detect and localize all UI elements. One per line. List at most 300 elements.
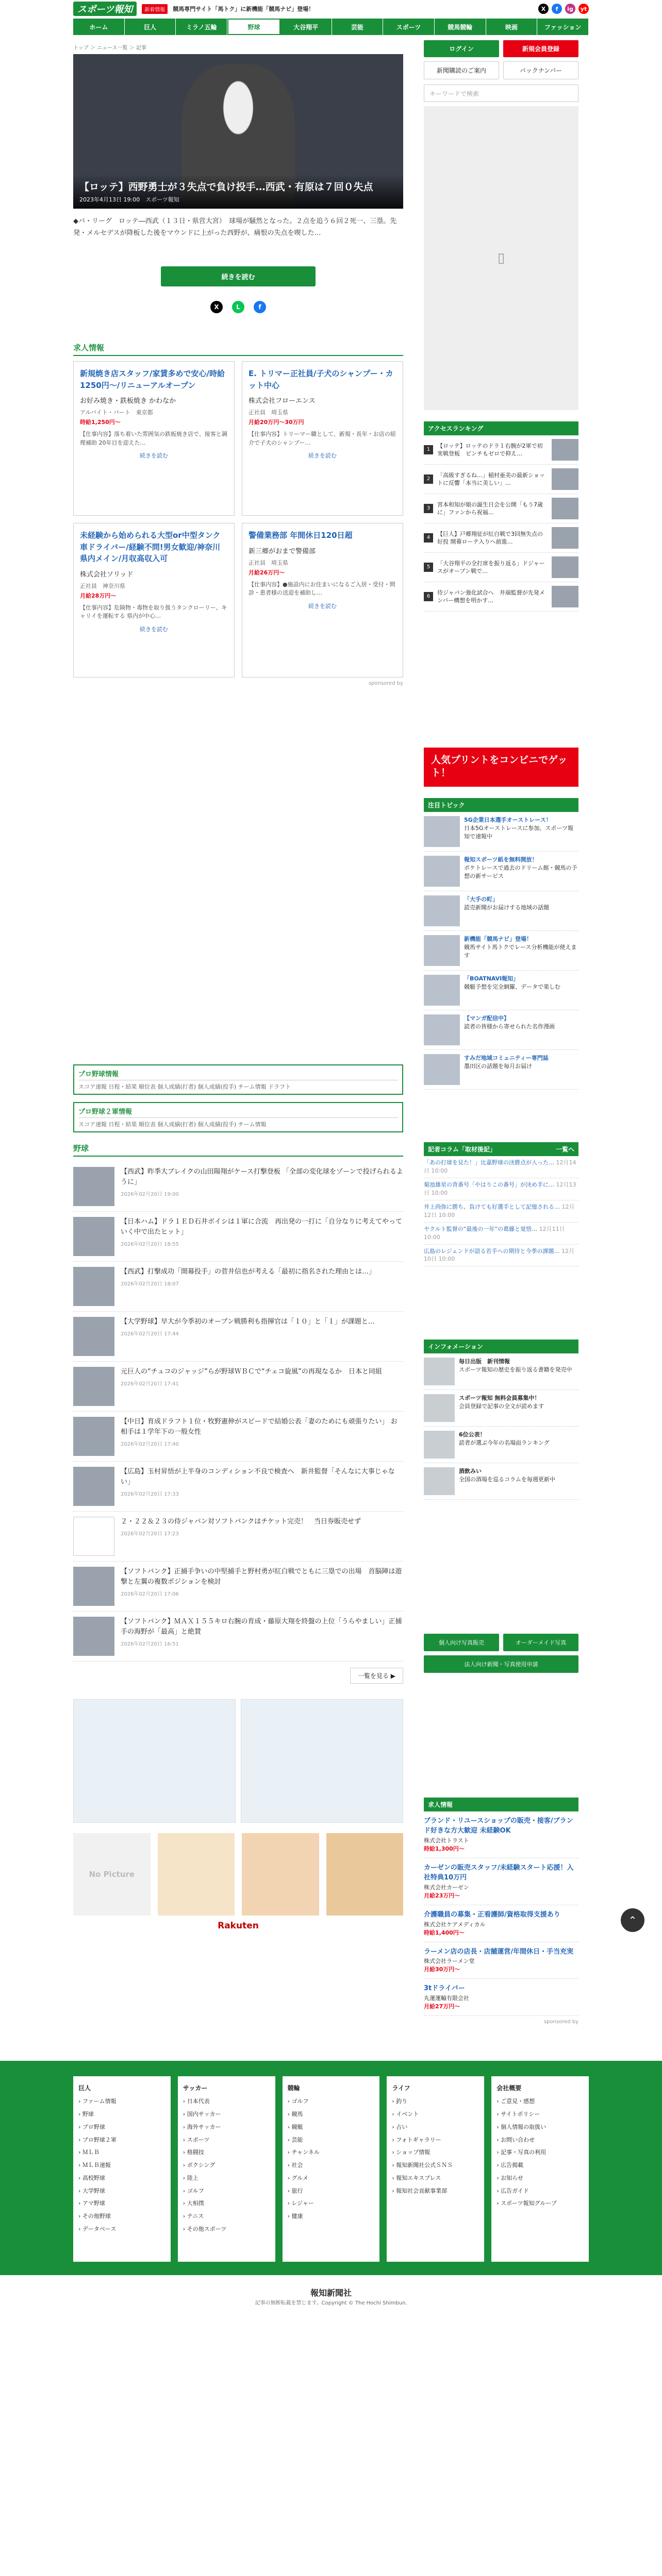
news-title[interactable]: 【大学野球】早大が今季初のオープン戦勝利も指揮官は「１０」と「１」が課題と…	[121, 1318, 375, 1326]
info-thumb	[424, 1358, 455, 1385]
list-item[interactable]	[73, 1262, 403, 1312]
job-company: 株式会社ソリッド	[80, 570, 134, 579]
nav-home[interactable]: ホーム	[73, 19, 125, 35]
footer-link[interactable]: › ご意見・感想	[496, 2098, 535, 2105]
spacer	[424, 612, 578, 735]
spacer	[424, 1673, 578, 1786]
job-more-link[interactable]: 続きを読む	[308, 452, 337, 459]
list-item[interactable]	[73, 1512, 403, 1562]
info-text: 会員登録で記事の全文が読めます	[459, 1403, 544, 1410]
global-nav	[73, 19, 589, 35]
news-title[interactable]: 【ソフトバンク】ＭＡＸ１５５キロ右腕の育成・藤原大翔を終盤の上位「うらやましい」正捕手の海野が「最高」と絶賛	[121, 1618, 402, 1636]
footer-column-title[interactable]: 競輪	[287, 2084, 300, 2092]
sidejob-title[interactable]: ブランド・リユースショップの販売・接客/ブランド好きな方大歓迎 未経験OK	[424, 1817, 573, 1835]
sidejob-item[interactable]	[424, 1858, 578, 1905]
login-button[interactable]: ログイン	[424, 40, 499, 57]
ranking-title[interactable]: 侍ジャパン強化試合へ 井端監督が先発メンバー構想を明かす…	[437, 589, 545, 604]
topics-heading: 注目トピック	[424, 798, 578, 812]
topic-title[interactable]: 報知スポーツ紙を無料開放！	[464, 856, 538, 863]
job-type: 正社員	[249, 409, 266, 416]
rank-number: 5	[424, 563, 433, 572]
sidejob-title[interactable]: カーゼンの販売スタッフ/未経験スタート応援！入社特典10万円	[424, 1864, 574, 1882]
article-date: 2023年4月13日 19:00 スポーツ報知	[79, 196, 179, 203]
footer-link[interactable]: › ゴルフ	[183, 2187, 204, 2194]
topic-thumb	[424, 1054, 460, 1085]
info-title[interactable]: スポーツ報知 無料会員募集中！	[459, 1395, 540, 1402]
info-item[interactable]	[424, 1353, 578, 1390]
photo-sale-button[interactable]: 個人向け写真販売	[424, 1634, 499, 1651]
news-thumb	[73, 1367, 114, 1406]
column-item[interactable]	[424, 1156, 578, 1178]
topic-thumb	[424, 816, 460, 847]
news-date: 2026年02月20日 17:40	[121, 1442, 179, 1448]
hero-caption	[73, 174, 403, 209]
info-text: 読者が選ぶ今年の名場面ランキング	[459, 1439, 550, 1447]
farm-baseball-title[interactable]: プロ野球２軍情報	[78, 1106, 398, 1118]
footer-bottom	[0, 2275, 662, 2321]
site-header	[73, 0, 589, 15]
footer-link[interactable]: › 海外サッカー	[183, 2123, 221, 2130]
info-item[interactable]	[424, 1463, 578, 1500]
ranking-title[interactable]: 【ロッテ】ロッテのドラ１右腕が2軍で初実戦登板 ピンチもゼロで抑え…	[437, 442, 543, 457]
footer-column	[73, 2076, 171, 2262]
sidejob-item[interactable]	[424, 1942, 578, 1979]
job-more-link[interactable]: 続きを読む	[140, 625, 168, 633]
news-date: 2026年02月20日 17:33	[121, 1492, 179, 1498]
footer-link[interactable]: › サイトポリシー	[496, 2111, 540, 2118]
news-title[interactable]: 元巨人の“チュコのジャッジ”らが野球ＷＢＣで“チェコ旋風”の再現なるか 日本と同組	[121, 1368, 382, 1376]
topic-title[interactable]: 【マンガ配信中】	[464, 1015, 509, 1022]
nav-milano[interactable]: ミラノ五輪	[176, 19, 227, 35]
footer-link[interactable]: › データベース	[78, 2225, 117, 2232]
footer-link[interactable]: › チャンネル	[287, 2149, 320, 2156]
footer-link[interactable]: › 国内サッカー	[183, 2111, 221, 2118]
footer-column-title[interactable]: サッカー	[183, 2084, 208, 2092]
news-thumb	[73, 1417, 114, 1456]
job-title[interactable]: 新規焼き店スタッフ/家賃多めで安心/時給1250円～/リニューアルオープン	[80, 369, 225, 390]
topic-thumb	[424, 935, 460, 966]
hero-image[interactable]	[73, 54, 403, 209]
list-item[interactable]	[73, 1412, 403, 1462]
scroll-top-button[interactable]	[621, 1908, 644, 1932]
footer-link[interactable]: › グルメ	[287, 2174, 308, 2181]
list-item[interactable]	[73, 1612, 403, 1662]
ranking-item[interactable]	[424, 435, 578, 465]
job-title[interactable]: 未経験から始められる大型or中型タンク車ドライバー/経験不問!男女歓迎/神奈川県内メイン/月収高収入可	[80, 531, 221, 563]
ranking-item[interactable]	[424, 465, 578, 494]
nav-fashion[interactable]: ファッション	[537, 19, 589, 35]
footer-link[interactable]: › ボクシング	[183, 2162, 216, 2169]
column-title[interactable]: ヤクルト監督の“最後の一年”の葛藤と覚悟…	[424, 1225, 538, 1232]
footer-link[interactable]: › 個人情報の取扱い	[496, 2123, 547, 2130]
footer-column	[178, 2076, 275, 2262]
sidejobs-heading: 求人情報	[424, 1798, 578, 1811]
job-more-link[interactable]: 続きを読む	[308, 602, 337, 609]
news-title[interactable]: 【西武】打撃成功「開幕投手」の菅井信也が考える「最初に指名された理由とは…」	[121, 1268, 376, 1276]
ranking-item[interactable]	[424, 494, 578, 523]
footer-link[interactable]: › 報知社会貢献事業部	[392, 2187, 448, 2194]
spacer	[424, 1266, 578, 1328]
sidejob-company: 株式会社ラーメン堂	[424, 1958, 475, 1965]
job-title[interactable]: E. トリマー正社員/子犬のシャンプー・カット中心	[249, 369, 393, 390]
ranking-item[interactable]	[424, 523, 578, 553]
footer-link[interactable]: › スポーツ報知グループ	[496, 2200, 557, 2207]
column-list	[424, 1156, 578, 1266]
main-column	[73, 40, 403, 2025]
footer-link[interactable]: › ＭＬＢ	[78, 2149, 100, 2156]
backnumber-link[interactable]: バックナンバー	[503, 61, 578, 79]
footer-link[interactable]: › 日本代表	[183, 2098, 210, 2105]
footer-link[interactable]: › 広告掲載	[496, 2162, 524, 2169]
news-title[interactable]: 【中日】育成ドラフト１位・牧野憲伸がスピードで結婚公表「妻のためにも頑張りたい」 お相手は１学年下の一般女性	[121, 1418, 398, 1436]
account-buttons	[424, 40, 578, 79]
sidejob-title[interactable]: 3tドライバー	[424, 1985, 465, 1993]
footer-link[interactable]: › アマ野球	[78, 2200, 105, 2207]
sidejob-item[interactable]	[424, 1811, 578, 1858]
column-more-link[interactable]: 一覧へ	[555, 1146, 574, 1153]
info-thumb	[424, 1394, 455, 1422]
news-thumb	[73, 1617, 114, 1656]
copyright: 記事の無断転載を禁じます。Copyright © The Hochi Shimbun.	[255, 2300, 407, 2307]
share-facebook-icon[interactable]: f	[254, 301, 266, 313]
footer-link[interactable]: › その他野球	[78, 2213, 111, 2220]
header-announcement[interactable]: 競馬専門サイト「馬トク」に新機能「競馬ナビ」登場！	[173, 6, 315, 12]
topics-list	[424, 812, 578, 1090]
topic-text: 読売新聞がお届けする地域の話題	[464, 904, 549, 911]
footer-link[interactable]: › 競艇	[287, 2123, 303, 2130]
column-title[interactable]: 井上尚弥に勝ち、負けても好選手として記憶される…	[424, 1203, 560, 1210]
read-more-button[interactable]: 続きを読む	[161, 266, 316, 286]
column-date: 12月12日 10:00	[424, 1203, 575, 1218]
footer-column-title[interactable]: ライフ	[392, 2084, 410, 2092]
youtube-icon[interactable]: yt	[578, 4, 589, 14]
news-date: 2026年02月20日 18:55	[121, 1242, 179, 1248]
spacer	[73, 686, 403, 1057]
topic-thumb	[424, 1014, 460, 1045]
topic-item[interactable]	[424, 931, 578, 971]
footer-link[interactable]: › 占い	[392, 2123, 408, 2130]
info-text: スポーツ報知の歴史を振り返る書籍を発売中	[459, 1366, 572, 1374]
footer-link[interactable]: › レジャー	[287, 2200, 314, 2207]
topic-text: 墨田区の話題を毎月お届け	[464, 1062, 532, 1070]
footer-link[interactable]: › ゴルフ	[287, 2098, 309, 2105]
news-date: 2026年02月20日 18:07	[121, 1281, 179, 1287]
footer-link[interactable]: › ショップ情報	[392, 2149, 431, 2156]
job-place: 埼玉県	[271, 559, 288, 566]
search-input[interactable]: キーワードで検索	[424, 84, 578, 102]
ranking-thumb	[552, 439, 578, 461]
info-heading: インフォメーション	[424, 1340, 578, 1353]
company-name[interactable]: 報知新聞社	[310, 2288, 352, 2298]
info-item[interactable]	[424, 1390, 578, 1427]
ad-banner[interactable]	[73, 1699, 236, 1823]
photo-pills	[424, 1634, 578, 1673]
column-title[interactable]: 「あの打球を見た！」比嘉野球の決勝点が入った…	[424, 1159, 554, 1166]
sidejob-company: 丸運運輸有限会社	[424, 1995, 469, 2002]
column-title[interactable]: 菊池雄星の背番号「やはりこの番号」が決め手に…	[424, 1181, 554, 1188]
ad-row	[73, 1684, 403, 1823]
footer-link[interactable]: › スポーツ	[183, 2136, 210, 2143]
footer-column	[491, 2076, 589, 2262]
ad-placeholder[interactable]	[424, 106, 578, 410]
footer-link[interactable]: › テニス	[183, 2213, 204, 2220]
sidebar	[424, 40, 578, 2025]
nav-entertainment[interactable]: 芸能	[332, 19, 384, 35]
facebook-icon[interactable]: f	[552, 4, 562, 14]
article-title[interactable]: 【ロッテ】西野勇士が３失点で負け投手…西武・有原は７回０失点	[79, 181, 373, 193]
ranking-title[interactable]: 「大谷翔平の全打席を振り返る」ドジャースがオープン戦で…	[437, 560, 545, 574]
news-thumb	[73, 1317, 114, 1356]
topic-text: ポケトレースで過去のドリーム館・競馬の予想の新サービス	[464, 864, 577, 879]
footer-link[interactable]: › 旅行	[287, 2187, 303, 2194]
nav-baseball[interactable]: 野球	[227, 19, 280, 35]
footer-column-title[interactable]: 会社概要	[496, 2084, 522, 2092]
list-item[interactable]	[73, 1212, 403, 1262]
ad-banner[interactable]	[241, 1699, 403, 1823]
info-title[interactable]: 酒飲みい	[459, 1468, 482, 1475]
rakuten-item[interactable]	[158, 1833, 235, 1916]
job-desc: 【仕事内容】危険物・毒物を取り扱うタンクローリー、キャリイを運転する 県内が中心…	[80, 604, 227, 619]
info-title[interactable]: 6位公表！	[459, 1431, 486, 1438]
footer-link[interactable]: › 健康	[287, 2213, 303, 2220]
ranking-title[interactable]: 宮本和知が娘の誕生日会を公開「もう7歳に」ファンから祝福…	[437, 501, 543, 516]
job-salary: 時給1,250円～	[80, 419, 121, 426]
footer-link[interactable]: › 大相撲	[183, 2200, 204, 2207]
pro-baseball-title[interactable]: プロ野球情報	[78, 1069, 398, 1080]
spacer	[424, 1500, 578, 1634]
ranking-thumb	[552, 556, 578, 578]
document-icon: ▯	[497, 250, 505, 266]
sidejob-item[interactable]	[424, 1979, 578, 2016]
sidejobs-list	[424, 1811, 578, 2016]
news-title[interactable]: ２・２２＆２３の侍ジャパン対ソフトバンクはチケット完売！ 当日券販売せず	[121, 1518, 361, 1526]
news-thumb	[73, 1517, 114, 1556]
column-date: 12月14日 10:00	[424, 1159, 576, 1174]
ranking-thumb	[552, 527, 578, 549]
rank-number: 4	[424, 533, 433, 543]
news-thumb	[73, 1467, 114, 1506]
farm-baseball-box	[73, 1102, 403, 1132]
pro-baseball-links[interactable]: スコア速報 日程・結果 順位表 個人成績(打者) 個人成績(投手) チーム情報 ドラフト	[78, 1083, 291, 1090]
rakuten-widget	[73, 1833, 403, 1916]
topic-item[interactable]	[424, 891, 578, 931]
footer-link[interactable]: › 釣り	[392, 2098, 408, 2105]
ranking-thumb	[552, 498, 578, 519]
share-buttons	[73, 301, 403, 313]
info-thumb	[424, 1431, 455, 1459]
topic-text: 日本5Gオーストレースに参加、スポーツ報知で速報中	[464, 824, 573, 840]
rakuten-item[interactable]	[326, 1833, 404, 1916]
footer-link[interactable]: › イベント	[392, 2111, 419, 2118]
nav-ohtani[interactable]: 大谷翔平	[280, 19, 332, 35]
column-item[interactable]	[424, 1200, 578, 1223]
new-badge: 新着情報	[142, 4, 168, 14]
list-item[interactable]	[73, 1162, 403, 1212]
breadcrumb[interactable]: トップ ＞ ニュース一覧 ＞ 記事	[73, 45, 146, 51]
topic-title[interactable]: 新機能「競馬ナビ」登場！	[464, 936, 532, 942]
topic-item[interactable]	[424, 852, 578, 891]
topic-item[interactable]	[424, 1050, 578, 1090]
ranking-list	[424, 435, 578, 612]
ranking-title[interactable]: 「高級すぎるね…」稲村亜美の最新ショットに反響「本当に美しい」…	[437, 471, 545, 486]
info-item[interactable]	[424, 1427, 578, 1463]
footer-link[interactable]: › 報知エキスプレス	[392, 2174, 441, 2181]
job-type: アルバイト・パート	[80, 409, 130, 416]
footer-column-title[interactable]: 巨人	[78, 2084, 91, 2092]
news-title[interactable]: 【ソフトバンク】正捕手争いの中堅捕手と野村勇が紅白戦でともに三塁での出場 首脳陣は遊撃と左翼の複数ポジションを検討	[121, 1568, 402, 1586]
job-type: 正社員	[249, 559, 266, 566]
share-line-icon[interactable]: L	[232, 301, 244, 313]
corporate-photo-button[interactable]: 法人向け新聞・写真使用申請	[424, 1655, 578, 1673]
sidejob-company: 株式会社ケアメディカル	[424, 1921, 486, 1928]
register-button[interactable]: 新規会員登録	[503, 40, 578, 57]
rank-number: 1	[424, 445, 433, 454]
column-item[interactable]	[424, 1245, 578, 1267]
news-title[interactable]: 【西武】昨季大ブレイクの山田陽翔がケース打撃登板 「全部の変化球をゾーンで投げられるように」	[121, 1168, 403, 1187]
ranking-thumb	[552, 468, 578, 490]
nav-keiba[interactable]: 競馬競輪	[435, 19, 486, 35]
job-card[interactable]	[73, 523, 235, 677]
footer-link[interactable]: › ファーム情報	[78, 2098, 117, 2105]
column-item[interactable]	[424, 1178, 578, 1200]
footer-link[interactable]: › プロ野球２軍	[78, 2136, 117, 2143]
footer-link[interactable]: › 広告ガイド	[496, 2187, 529, 2194]
ranking-item[interactable]	[424, 582, 578, 612]
topic-item[interactable]	[424, 812, 578, 852]
site-logo[interactable]: スポーツ報知	[73, 2, 137, 16]
topic-item[interactable]	[424, 971, 578, 1010]
footer-columns	[73, 2076, 589, 2262]
footer-link[interactable]: › 野球	[78, 2111, 94, 2118]
job-type: 正社員	[80, 582, 97, 589]
farm-baseball-links[interactable]: スコア速報 日程・結果 順位表 個人成績(打者) 個人成績(投手) チーム情報	[78, 1121, 267, 1128]
footer-link[interactable]: › フォトギャラリー	[392, 2136, 441, 2143]
sidejob-title[interactable]: 介護職員の募集・正看護師/資格取得支援あり	[424, 1910, 560, 1919]
footer-link[interactable]: › 社会	[287, 2162, 303, 2169]
rank-number: 2	[424, 474, 433, 484]
chevron-up-icon: ⌃	[628, 1914, 637, 1926]
job-company: 株式会社フローエンス	[249, 397, 316, 405]
jobs-grid	[73, 361, 403, 677]
topic-item[interactable]	[424, 1010, 578, 1050]
job-more-link[interactable]: 続きを読む	[140, 452, 168, 459]
topic-title[interactable]: 「BOATNAVI報知」	[464, 975, 519, 982]
sidejob-title[interactable]: ラーメン店の店長・店舗運営/年間休日・手当充実	[424, 1947, 574, 1956]
news-more-button[interactable]: 一覧を見る ▶	[350, 1668, 403, 1684]
footer-link[interactable]: › ＭＬＢ速報	[78, 2162, 111, 2169]
footer-link[interactable]: › 報知新聞社公式ＳＮＳ	[392, 2162, 453, 2169]
footer-link[interactable]: › その他スポーツ	[183, 2225, 227, 2232]
topic-title[interactable]: すみだ地域コミュニティー専門誌	[464, 1055, 549, 1061]
footer-link[interactable]: › お知らせ	[496, 2174, 523, 2181]
topic-title[interactable]: 5G企業日本選手オーストレース！	[464, 817, 552, 823]
rank-number: 3	[424, 504, 433, 513]
info-thumb	[424, 1467, 455, 1495]
topic-text: 競艇予想を完全網羅、データで楽しむ	[464, 983, 560, 990]
column-item[interactable]	[424, 1223, 578, 1245]
sidejob-item[interactable]	[424, 1905, 578, 1942]
order-photo-button[interactable]: オーダーメイド写真	[503, 1634, 578, 1651]
x-icon[interactable]: X	[538, 4, 549, 14]
footer-link[interactable]: › 高校野球	[78, 2174, 105, 2181]
footer-link[interactable]: › 競馬	[287, 2111, 303, 2118]
column-heading-label: 記者コラム「取材後記」	[428, 1146, 496, 1153]
job-company: お好み焼き・鉄板焼き かわなか	[80, 397, 176, 405]
topic-text: 競馬サイト馬トクでレース分析機能が使えます	[464, 943, 577, 959]
topic-thumb	[424, 975, 460, 1006]
sidejob-salary: 時給1,300円～	[424, 1845, 465, 1853]
news-title[interactable]: 【日本ハム】ドラ１ＥＤ石井ボイシは１軍に合流 再出発の一打に「自分なりに考えてやっていく中で出たヒット」	[121, 1218, 403, 1236]
list-item[interactable]	[73, 1362, 403, 1412]
subscribe-link[interactable]: 新聞購読のご案内	[424, 61, 499, 79]
job-desc: 【仕事内容】落ち着いた雰囲気の鉄板焼き店で、接客と調理補助 20年目を迎えた…	[80, 431, 227, 446]
spacer	[424, 1090, 578, 1131]
job-card[interactable]	[242, 361, 403, 516]
news-heading: 野球	[73, 1143, 403, 1157]
footer-link[interactable]: › 芸能	[287, 2136, 303, 2143]
nav-sports[interactable]: スポーツ	[383, 19, 435, 35]
job-card[interactable]	[73, 361, 235, 516]
footer-link[interactable]: › お問い合わせ	[496, 2136, 535, 2143]
job-desc: 【仕事内容】トリーマー職として、新規・長年・お店の紹介で子犬のシャンプー…	[249, 431, 396, 446]
job-company: 新三郷がおまで警備部	[249, 547, 316, 555]
sidejob-salary: 時給1,400円～	[424, 1929, 465, 1936]
list-item[interactable]	[73, 1562, 403, 1612]
ranking-item[interactable]	[424, 553, 578, 582]
footer-link[interactable]: › 格闘技	[183, 2149, 204, 2156]
news-date: 2026年02月20日 17:44	[121, 1331, 179, 1337]
job-place: 埼玉県	[271, 409, 288, 416]
sidejob-company: 株式会社トラスト	[424, 1837, 469, 1844]
job-title[interactable]: 警備業務部 年間休日120日超	[249, 531, 353, 540]
list-item[interactable]	[73, 1312, 403, 1362]
share-x-icon[interactable]: X	[210, 301, 223, 313]
list-item[interactable]	[73, 1462, 403, 1512]
sponsored-label[interactable]: sponsored by	[368, 681, 403, 686]
jobs-heading: 求人情報	[73, 342, 403, 356]
job-card[interactable]	[242, 523, 403, 677]
topic-title[interactable]: 「大手の町」	[464, 896, 498, 903]
job-salary: 月給20万円～30万円	[249, 419, 304, 426]
news-thumb	[73, 1567, 114, 1606]
news-date: 2026年02月20日 17:41	[121, 1381, 179, 1387]
info-list	[424, 1353, 578, 1500]
ranking-thumb	[552, 586, 578, 607]
nav-movie[interactable]: 映画	[486, 19, 538, 35]
news-date: 2026年02月20日 17:23	[121, 1531, 179, 1537]
topic-thumb	[424, 856, 460, 887]
footer-link[interactable]: › 大学野球	[78, 2187, 105, 2194]
social-links	[538, 4, 589, 14]
news-title[interactable]: 【広島】玉村昇悟が上半身のコンディション不良で検査へ 新井監督「そんなに大事じゃない」	[121, 1468, 395, 1486]
job-desc: 【仕事内容】●施設内にお住まいになるご入居・受付・問診・患者様の送迎を補助し…	[249, 581, 395, 596]
sponsored-label[interactable]: sponsored by	[543, 2019, 578, 2025]
rakuten-item[interactable]: No Picture	[73, 1833, 151, 1916]
footer-link[interactable]: › プロ野球	[78, 2123, 105, 2130]
nav-giants[interactable]: 巨人	[125, 19, 176, 35]
footer-link[interactable]: › 記事・写真の利用	[496, 2149, 547, 2156]
column-title[interactable]: 広島のレジェンドが語る若手への期待と今季の課題…	[424, 1247, 560, 1255]
print-banner[interactable]: 人気プリントをコンビニでゲット！	[424, 748, 578, 787]
info-title[interactable]: 毎日出版 新刊情報	[459, 1358, 510, 1365]
ranking-title[interactable]: 【巨人】戸郷翔征が紅白戦で3回無失点の好投 開幕ローテ入りへ前進…	[437, 530, 543, 545]
footer-link[interactable]: › 陸上	[183, 2174, 198, 2181]
rakuten-logo[interactable]: Rakuten	[218, 1921, 259, 1931]
rakuten-item[interactable]	[242, 1833, 319, 1916]
sidejob-company: 株式会社カーゼン	[424, 1884, 469, 1891]
instagram-icon[interactable]: ig	[565, 4, 575, 14]
job-salary: 月給28万円～	[80, 592, 117, 599]
